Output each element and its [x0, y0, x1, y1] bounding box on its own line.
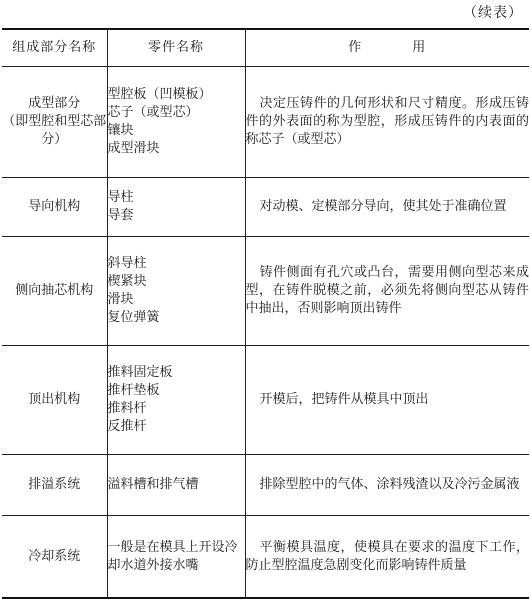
part-name: 溢料槽和排气槽	[107, 477, 199, 492]
table-row	[2, 346, 529, 455]
function-cell: 铸件侧面有孔穴或凸台，需要用侧向型芯来成型，在铸件脱模之前，必须先将侧向型芯从铸件中抽出，否则影响顶出铸件	[245, 237, 529, 346]
header-function-char-1: 作	[348, 40, 363, 55]
group-name: 排溢系统	[28, 477, 81, 492]
table-row	[2, 455, 529, 516]
group-name: 成型部分	[28, 96, 81, 111]
part-name: 推料固定板	[107, 365, 173, 380]
group-cell	[2, 178, 107, 237]
table-row	[2, 67, 529, 178]
table-row	[2, 178, 529, 237]
parts-cell	[107, 346, 245, 455]
part-name: 推杆垫板	[107, 383, 160, 398]
part-name: 镶块	[107, 123, 134, 138]
part-name: 成型滑块	[107, 141, 160, 156]
function-cell: 决定压铸件的几何形状和尺寸精度。形成压铸件的外表面的称为型腔，形成压铸件的内表面的称芯子（或型芯）	[245, 67, 529, 178]
part-name: 楔紧块	[107, 274, 147, 289]
header-function	[245, 29, 529, 67]
parts-cell	[107, 455, 245, 516]
parts-cell	[107, 516, 245, 599]
continued-label: （续表）	[463, 5, 523, 21]
group-name: 导向机构	[28, 199, 81, 214]
function-cell: 平衡模具温度，使模具在要求的温度下工作，防止型腔温度急剧变化而影响铸件质量	[245, 516, 529, 599]
group-cell	[2, 67, 107, 178]
parts-cell	[107, 67, 245, 178]
part-name: 斜导柱	[107, 256, 147, 271]
parts-cell	[107, 237, 245, 346]
part-name: 芯子（或型芯）	[107, 105, 199, 120]
group-name: 侧向抽芯机构	[15, 283, 94, 298]
table-header-row	[2, 29, 529, 67]
group-name: 顶出机构	[28, 392, 81, 407]
function-cell: 对动模、定模部分导向，使其处于准确位置	[245, 178, 529, 237]
header-function-char-2: 用	[412, 40, 427, 55]
header-component-group: 组成部分名称	[2, 29, 107, 67]
group-cell	[2, 516, 107, 599]
group-note: （即型腔和型芯部分）	[2, 114, 107, 147]
part-name: 导套	[107, 208, 134, 223]
group-cell	[2, 237, 107, 346]
table-row	[2, 237, 529, 346]
die-casting-mold-components-table	[2, 28, 529, 599]
part-name: 滑块	[107, 292, 134, 307]
part-name: 复位弹簧	[107, 310, 160, 325]
part-name: 型腔板（凹模板）	[107, 87, 212, 102]
table-row	[2, 516, 529, 599]
part-name: 推料杆	[107, 401, 147, 416]
function-cell: 排除型腔中的气体、涂料残渣以及冷污金属液	[245, 455, 529, 516]
group-cell	[2, 346, 107, 455]
part-name: 反推杆	[107, 419, 147, 434]
header-part-name: 零件名称	[107, 29, 245, 67]
function-cell: 开模后，把铸件从模具中顶出	[245, 346, 529, 455]
group-cell	[2, 455, 107, 516]
part-name: 导柱	[107, 190, 134, 205]
group-name: 冷却系统	[28, 548, 81, 564]
part-name: 一般是在模具上开设冷却水道外接水嘴	[107, 539, 238, 573]
parts-cell	[107, 178, 245, 237]
